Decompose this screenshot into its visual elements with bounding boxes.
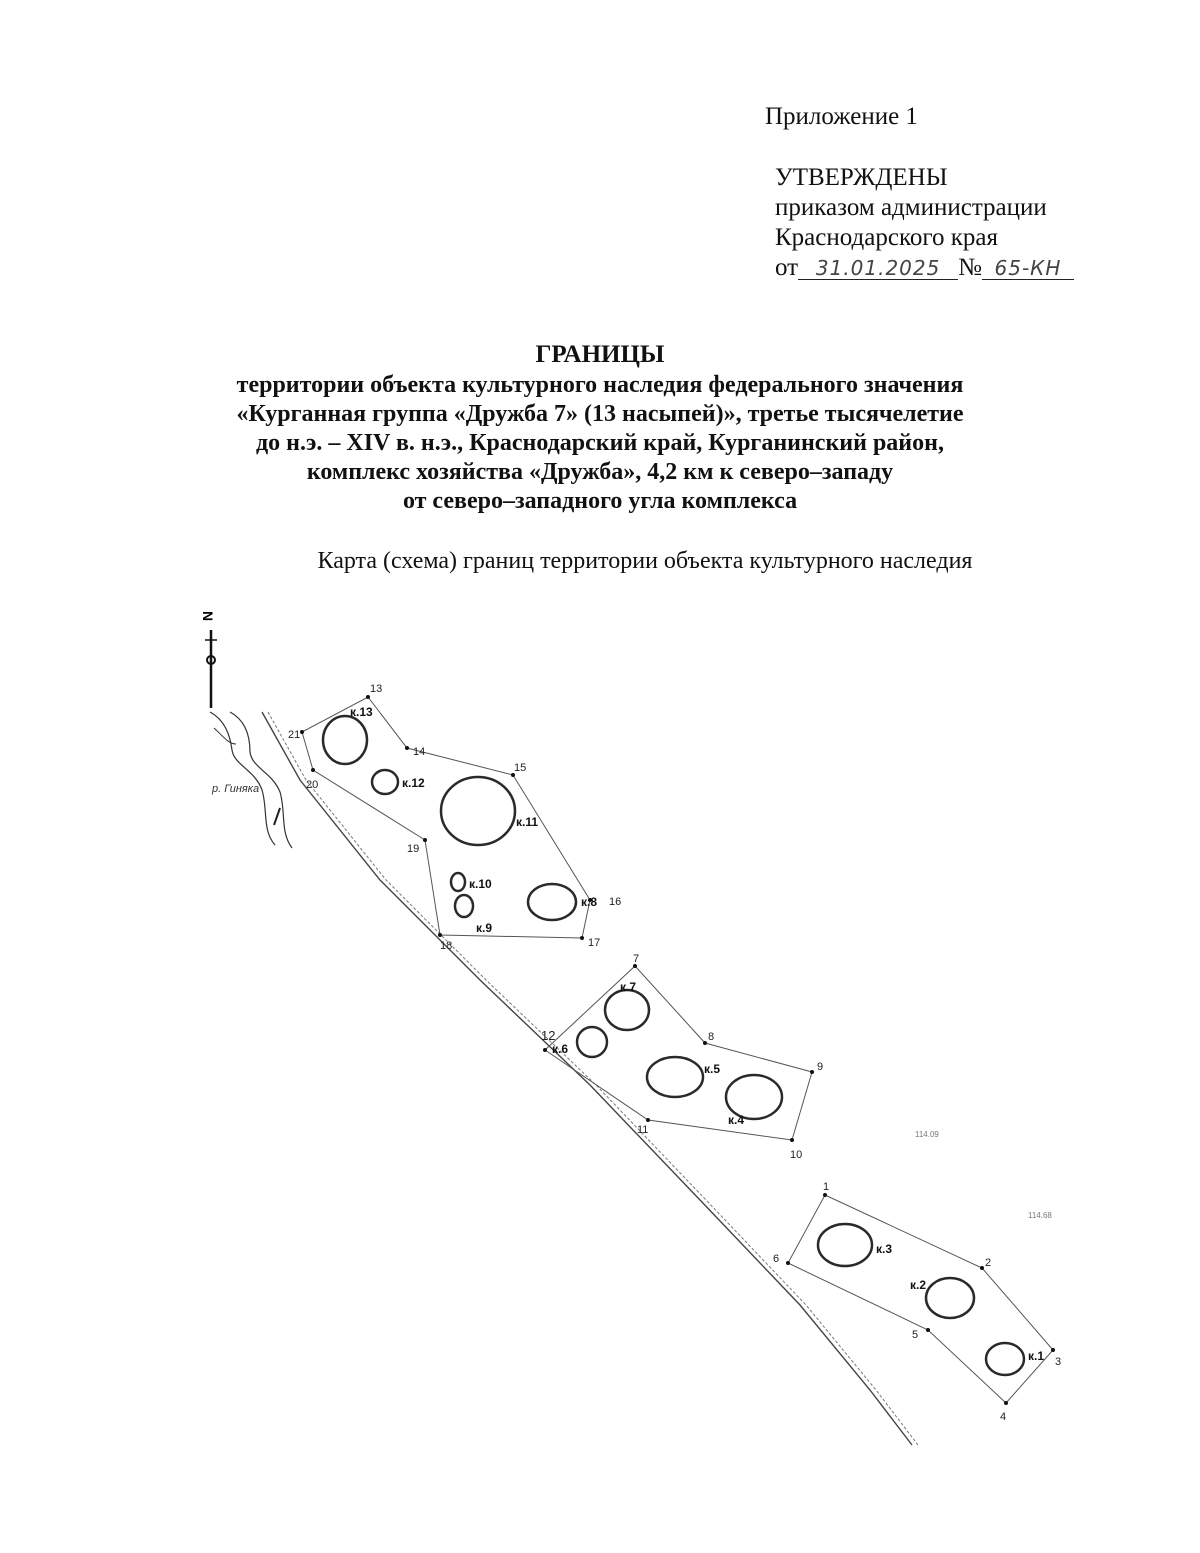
mound-label-10: к.10 (469, 877, 492, 891)
number-label: № (958, 254, 982, 281)
mound-label-6: к.6 (552, 1042, 569, 1056)
point-label-15: 15 (514, 762, 527, 774)
boundary-vertices (300, 695, 1055, 1405)
title-line-5: от северо–западного угла комплекса (402, 488, 798, 514)
mound-label-12: к.12 (402, 776, 425, 790)
point-label-18: 18 (440, 940, 453, 952)
mound-13 (323, 716, 367, 764)
point-label-19: 19 (407, 843, 420, 855)
point-label-12: 12 (541, 1028, 556, 1043)
from-label: от (775, 254, 799, 281)
order-number: 65-КН (982, 257, 1074, 280)
boundary-map (0, 590, 1200, 1553)
river-label: р. Гиняка (212, 783, 260, 795)
mound-1 (986, 1343, 1024, 1375)
mound-label-3: к.3 (876, 1242, 893, 1256)
mound-label-5: к.5 (704, 1062, 721, 1076)
approved-title: УТВЕРЖДЕНЫ (775, 164, 948, 191)
point-label-7: 7 (633, 953, 640, 965)
mound-3 (818, 1224, 872, 1266)
mound-6 (577, 1027, 607, 1057)
mound-label-13: к.13 (350, 705, 373, 719)
mound-2 (926, 1278, 974, 1318)
mound-label-11: к.11 (516, 815, 539, 829)
mound-label-8: к.8 (581, 895, 598, 909)
order-date: 31.01.2025 (798, 257, 958, 280)
title-line-4: комплекс хозяйства «Дружба», 4,2 км к северо–западу (306, 459, 894, 485)
mound-label-2: к.2 (910, 1278, 927, 1292)
mound-8 (528, 884, 576, 920)
approval-block (775, 163, 1074, 283)
north-arrow-icon (200, 611, 217, 708)
point-label-16: 16 (609, 896, 622, 908)
mound-5 (647, 1057, 703, 1097)
point-label-6: 6 (773, 1253, 780, 1265)
point-label-13: 13 (370, 683, 383, 695)
point-label-21: 21 (288, 729, 301, 741)
mound-12 (372, 770, 398, 794)
point-label-20: 20 (306, 779, 319, 791)
boundary-polygon-south (788, 1195, 1053, 1403)
title-heading: ГРАНИЦЫ (535, 341, 665, 368)
title-line-3: до н.э. – XIV в. н.э., Краснодарский край, Курганинский район, (256, 430, 944, 456)
mound-11 (441, 777, 515, 845)
elevation-label-1: 114.09 (915, 1130, 939, 1139)
title-line-1: территории объекта культурного наследия федерального значения (236, 372, 964, 398)
mound-label-4: к.4 (728, 1113, 745, 1127)
approved-line-1: приказом администрации (775, 194, 1047, 221)
elevation-label-2: 114.68 (1028, 1211, 1052, 1220)
river-icon (210, 712, 292, 848)
road-line (262, 712, 918, 1445)
approved-line-2: Краснодарского края (775, 224, 998, 251)
title-line-2: «Курганная группа «Дружба 7» (13 насыпей)», третье тысячелетие (236, 401, 964, 427)
mound-7 (605, 990, 649, 1030)
mound-9 (455, 895, 473, 917)
map-caption: Карта (схема) границ территории объекта культурного наследия (317, 548, 973, 574)
point-label-1: 1 (823, 1181, 830, 1193)
mound-10 (451, 873, 465, 891)
mound-label-9: к.9 (476, 921, 493, 935)
mound-label-7: к.7 (620, 980, 637, 994)
north-letter: N (200, 611, 216, 622)
point-label-4: 4 (1000, 1411, 1007, 1423)
point-label-5: 5 (912, 1329, 919, 1341)
document-title (0, 340, 1200, 516)
mound-label-1: к.1 (1028, 1349, 1045, 1363)
boundary-polygon-north (302, 697, 590, 938)
point-label-2: 2 (985, 1257, 992, 1269)
point-label-11: 11 (637, 1124, 649, 1136)
point-label-10: 10 (790, 1149, 803, 1161)
point-label-3: 3 (1055, 1356, 1062, 1368)
point-label-9: 9 (817, 1061, 824, 1073)
point-label-17: 17 (588, 937, 601, 949)
point-label-8: 8 (708, 1031, 715, 1043)
order-line (775, 253, 1074, 283)
appendix-label: Приложение 1 (765, 103, 918, 130)
point-label-14: 14 (413, 746, 426, 758)
